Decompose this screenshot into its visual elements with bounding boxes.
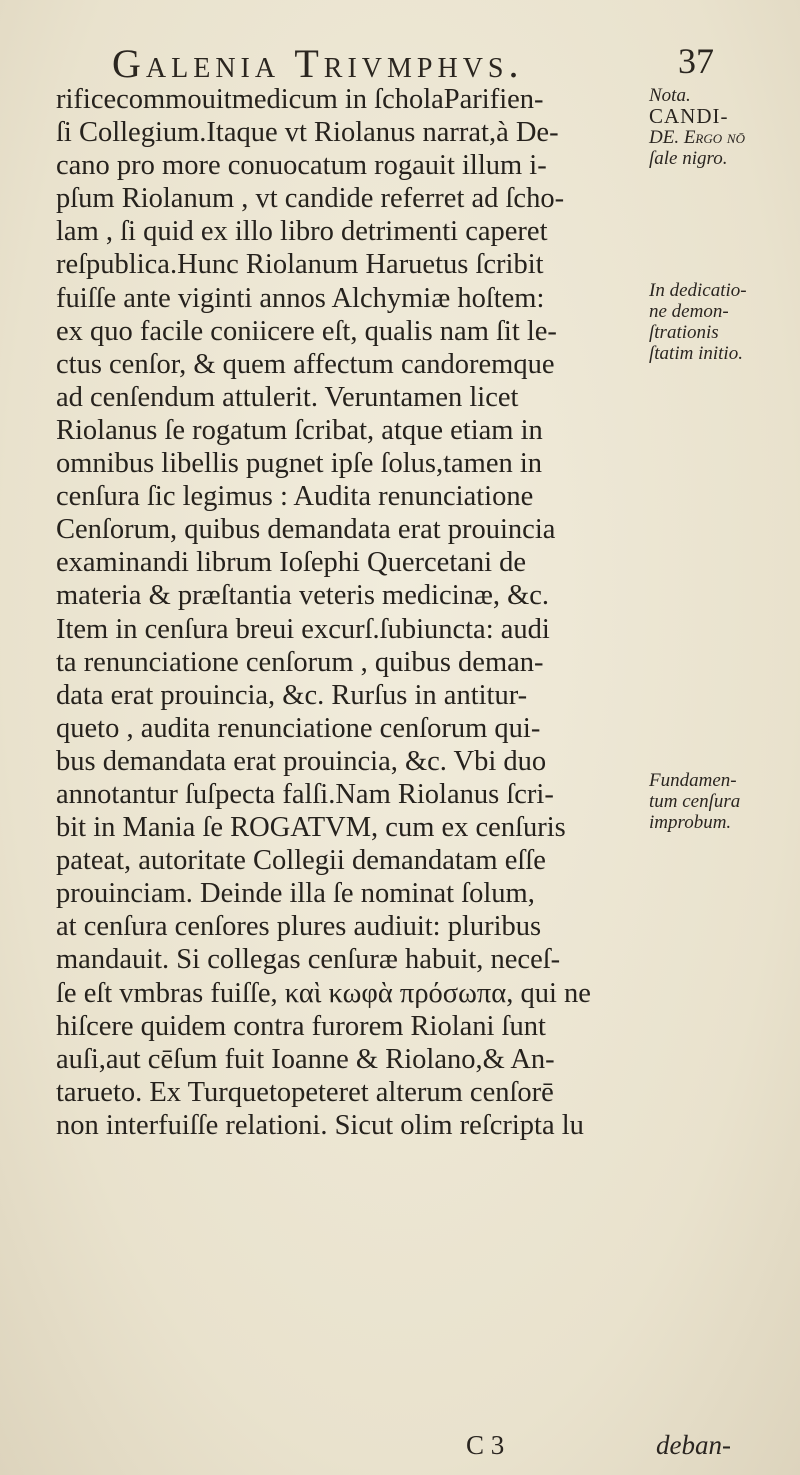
margin-note-line: improbum. bbox=[649, 812, 732, 833]
text-line: hiſcere quidem contra furorem Riolani ſunt bbox=[56, 1010, 546, 1042]
main-text-block bbox=[56, 83, 646, 1142]
text-line: ſi Collegium.Itaque vt Riolanus narrat,à De- bbox=[56, 117, 559, 149]
margin-note-line: Nota. bbox=[649, 85, 691, 106]
text-line: ad cenſendum attulerit. Veruntamen licet bbox=[56, 381, 519, 413]
signature-mark: C 3 bbox=[466, 1430, 505, 1460]
text-line: data erat prouincia, &c. Rurſus in antitur- bbox=[56, 679, 528, 711]
margin-note-fundamentum bbox=[649, 770, 799, 833]
text-line: reſpublica.Hunc Riolanum Haruetus ſcribit bbox=[56, 249, 544, 281]
text-line: lam , ſi quid ex illo libro detrimenti caperet bbox=[56, 216, 548, 248]
text-line: ſe eſt vmbras fuiſſe, καὶ κωφὰ πρόσωπα, qui ne bbox=[56, 977, 591, 1009]
text-line: rificecommouitmedicum in ſcholaParifien- bbox=[56, 84, 544, 115]
margin-note-line: In dedicatio- bbox=[649, 280, 747, 301]
text-line: tarueto. Ex Turquetopeteret alterum cenſorē bbox=[56, 1076, 554, 1108]
margin-note-line: ſtatim initio. bbox=[649, 343, 743, 364]
text-line: ex quo facile coniicere eſt, qualis nam ſit le- bbox=[56, 315, 557, 347]
text-line: non interfuiſſe relationi. Sicut olim reſcripta lu bbox=[56, 1109, 584, 1141]
text-line: Riolanus ſe rogatum ſcribat, atque etiam in bbox=[56, 414, 543, 446]
text-line: ctus cenſor, & quem affectum candoremque bbox=[56, 348, 555, 380]
text-line: Cenſorum, quibus demandata erat prouincia bbox=[56, 514, 556, 546]
text-line: auſi,aut cēſum fuit Ioanne & Riolano,& An- bbox=[56, 1043, 555, 1075]
text-line: cano pro more conuocatum rogauit illum i- bbox=[56, 150, 547, 182]
text-line: ta renunciatione cenſorum , quibus deman- bbox=[56, 646, 544, 678]
text-line: Item in cenſura breui excurſ.ſubiuncta: audi bbox=[56, 613, 550, 645]
margin-note-line: DE. Ergo nō bbox=[649, 127, 745, 148]
page-footer bbox=[56, 1430, 736, 1464]
margin-note-line: Fundamen- bbox=[649, 770, 737, 791]
text-line: pſum Riolanum , vt candide referret ad ſcho- bbox=[56, 183, 565, 215]
text-line: materia & præſtantia veteris medicinæ, &c. bbox=[56, 580, 550, 612]
text-line: fuiſſe ante viginti annos Alchymiæ hoſtem: bbox=[56, 282, 545, 314]
text-line: pateat, autoritate Collegii demandatam eſſe bbox=[56, 845, 546, 877]
text-line: bus demandata erat prouincia, &c. Vbi duo bbox=[56, 745, 547, 777]
text-line: annotantur ſuſpecta falſi.Nam Riolanus ſcri- bbox=[56, 778, 554, 810]
text-line: at cenſura cenſores plures audiuit: pluribus bbox=[56, 911, 542, 943]
text-line: bit in Mania ſe ROGATVM, cum ex cenſuris bbox=[56, 812, 566, 844]
margin-note-line: ne demon- bbox=[649, 301, 729, 322]
margin-note-line: ſale nigro. bbox=[649, 148, 728, 169]
text-line: omnibus libellis pugnet ipſe ſolus,tamen in bbox=[56, 448, 543, 480]
running-title: Galenia Trivmphvs. bbox=[112, 41, 524, 86]
margin-note-line: ſtrationis bbox=[649, 322, 719, 343]
margin-note-line: tum cenſura bbox=[649, 791, 741, 812]
margin-note-nota-candide bbox=[649, 85, 799, 169]
text-line: queto , audita renunciatione cenſorum qui- bbox=[56, 712, 541, 744]
text-line: examinandi librum Ioſephi Quercetani de bbox=[56, 547, 527, 579]
margin-note-line: CANDI- bbox=[649, 104, 729, 128]
margin-note-dedicatione bbox=[649, 280, 799, 364]
catchword: deban- bbox=[656, 1430, 731, 1460]
text-line: mandauit. Si collegas cenſuræ habuit, neceſ- bbox=[56, 944, 561, 976]
text-line: cenſura ſic legimus : Audita renunciatione bbox=[56, 481, 534, 513]
page-number: 37 bbox=[678, 41, 714, 81]
text-line: prouinciam. Deinde illa ſe nominat ſolum, bbox=[56, 878, 535, 910]
